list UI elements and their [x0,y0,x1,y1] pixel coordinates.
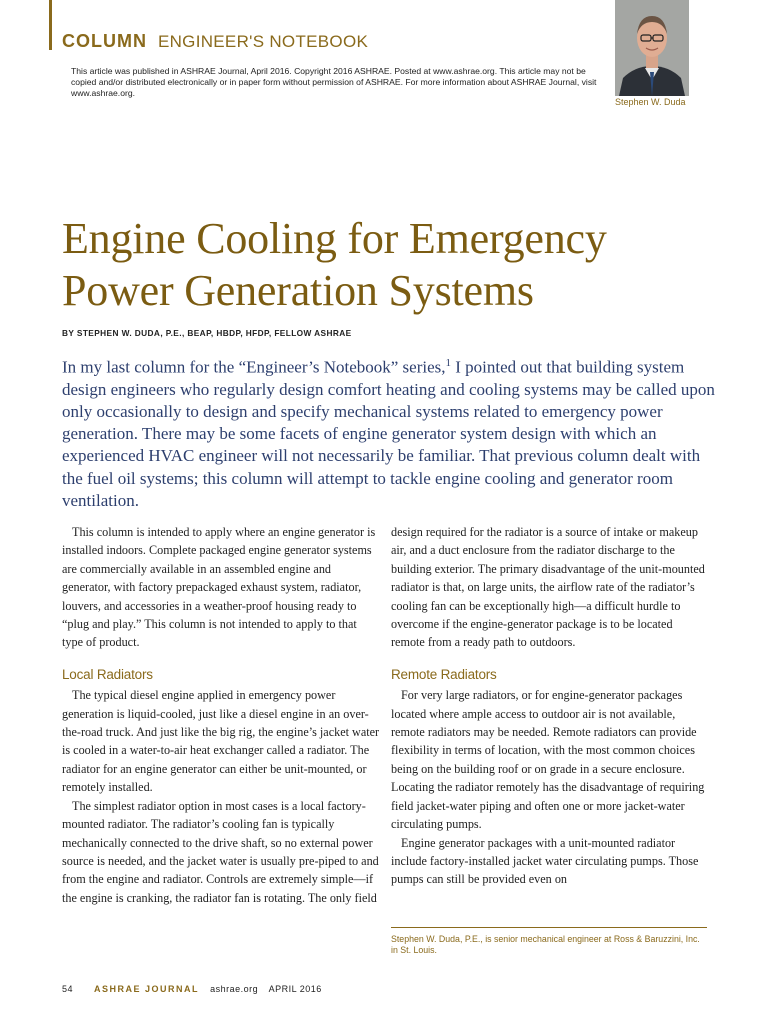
page-number: 54 [62,984,74,994]
section-heading-local-radiators: Local Radiators [62,666,153,682]
article-title-line-2: Power Generation Systems [62,266,534,315]
body-column-left [62,523,380,907]
body-paragraph: The typical diesel engine applied in emergency power generation is liquid-cooled, just like a diesel engine in an over-the-road truck. And just like the big rig, the engine’s jacket water is cooled in a water-to-air heat exchanger called a radiator. The radiator for an engine generator can either be unit-mounted, or remotely installed. [62,688,380,795]
author-bio: Stephen W. Duda, P.E., is senior mechanical engineer at Ross & Baruzzini, Inc. in St. Louis. [391,927,707,956]
body-paragraph: Engine generator packages with a unit-mounted radiator include factory-installed jacket water circulating pumps. Those pumps can still be provided even on [391,835,699,887]
page-footer [62,984,322,994]
header-rule [49,0,52,50]
reference-marker: 1 [445,357,451,369]
body-paragraph: For very large radiators, or for engine-generator packages located where ample access to outdoor air is not available, remote radiators may be needed. Remote radiators can provide flexibility in terms of location, with the most common choices being on the building roof or on grade in a secure enclosure. Locating the radiator remotely has the disadvantage of requiring field jacket-water piping and often one or more jacket-water circulating pumps. [391,688,705,832]
section-heading-remote-radiators: Remote Radiators [391,666,497,682]
lead-paragraph [62,352,717,512]
journal-url: ashrae.org [210,984,259,994]
intro-paragraph: This column is intended to apply where an engine generator is installed indoors. Complete packaged engine generator systems are commercially available in an assembled engine and generator, with factory prepackaged exhaust system, radiator, louvers, and accessories in a weather-proof housing ready to “plug and play.” This column is not intended to apply to that type of product. [62,525,376,650]
body-column-right [391,523,707,889]
issue-date: APRIL 2016 [268,984,322,994]
lead-text-after: I pointed out that building system design engineers who regularly design comfort heating and cooling systems may be called upon only occasionally to design and specify mechanical systems related to emergency power generation. There may be some facets of engine generator system design with which an experienced HVAC engineer will not necessarily be familiar. That previous column dealt with the fuel oil systems; this column will attempt to tackle engine cooling and generator room ventilation. [62,357,715,510]
body-paragraph: The simplest radiator option in most cases is a local factory-mounted radiator. The radiator’s cooling fan is typically mechanically connected to the drive shaft, so no external power source is needed, and the jacket water is usually pre-piped to and from the engine and radiator. Controls are extremely simple—if the engine is cranking, the radiator fan is rotating. The only field [62,798,379,905]
section-label: ENGINEER'S NOTEBOOK [157,32,369,51]
author-photo-caption: Stephen W. Duda [615,97,686,107]
byline: BY STEPHEN W. DUDA, P.E., BEAP, HBDP, HFDP, FELLOW ASHRAE [62,328,352,338]
lead-text-before: In my last column for the “Engineer’s Notebook” series, [62,357,446,377]
author-photo [615,0,689,96]
copyright-notice: This article was published in ASHRAE Journal, April 2016. Copyright 2016 ASHRAE. Posted at www.ashrae.org. This article may not be copied and/or distributed electronically or in paper form without permission of ASHRAE. For more information about ASHRAE Journal, visit www.ashrae.org. [71,66,597,98]
article-title [62,213,742,317]
body-paragraph-continued: design required for the radiator is a source of intake or makeup air, and a duct enclosure from the radiator discharge to the building exterior. The primary disadvantage of the unit-mounted radiator is that, on large units, the airflow rate of the radiator’s cooling fan can be exceptionally high—a difficult hurdle to overcome if the engine-generator package is to be located remote from a ready path to outdoors. [391,525,705,650]
author-portrait-image [615,0,689,96]
column-label: COLUMN [62,31,147,51]
article-title-line-1: Engine Cooling for Emergency [62,214,607,263]
column-header [62,31,368,52]
journal-name: ASHRAE JOURNAL [94,984,200,994]
